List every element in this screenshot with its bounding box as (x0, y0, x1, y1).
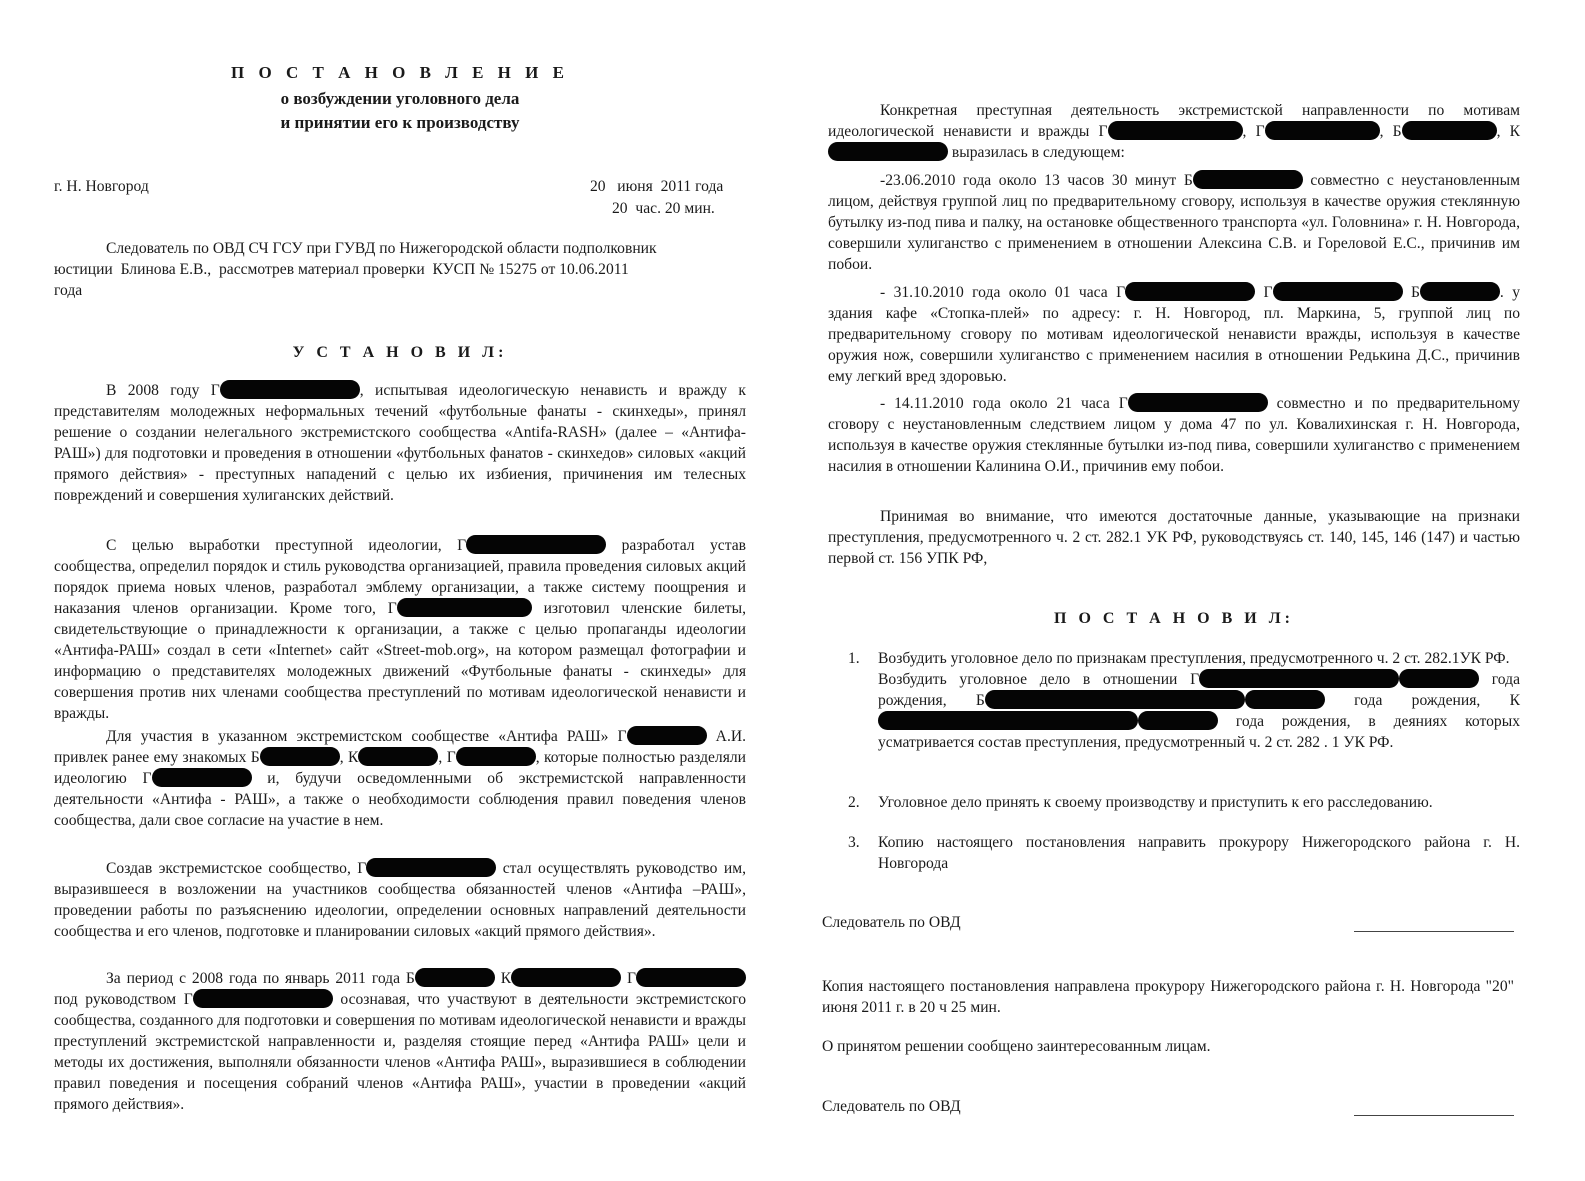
signature-label-2: Следователь по ОВД (822, 1098, 961, 1115)
redaction-mark (260, 747, 340, 766)
item-number-3: 3. (848, 834, 860, 851)
item-1-persons-b: года рождения, Б (878, 671, 1521, 709)
document-title: П О С Т А Н О В Л Е Н И Е (231, 63, 569, 82)
redaction-mark (636, 968, 746, 987)
redaction-mark (1128, 393, 1268, 412)
resolution-item-3 (848, 832, 1520, 874)
intro-line-2: юстиции Блинова Е.В., рассмотрев материал проверки КУСП № 15275 от 10.06.2011 (54, 261, 629, 278)
intro-line-3: года (54, 282, 83, 299)
episode-3-start: - 14.11.2010 года около 21 часа Г (880, 395, 1128, 412)
signature-line-2 (822, 1096, 1514, 1117)
paragraph-5-text-c: Г (621, 970, 636, 987)
redaction-mark (1199, 669, 1399, 688)
redaction-mark (1245, 690, 1325, 709)
redaction-mark (511, 968, 621, 987)
item-1-persons (848, 669, 1520, 753)
item-3-text: Копию настоящего постановления направить прокурору Нижегородского района г. Н. Новгорода (878, 834, 1520, 872)
episode-3 (828, 393, 1520, 477)
redaction-mark (366, 858, 496, 877)
episode-2-text: . у здания кафе «Стопка-плей» по адресу: г. Н. Новгород, пл. Маркина, 5, группой лиц по предварительному сговору по мотивам идеологической ненависти вражды, используя в качестве оружия нож, совершили хулиганство с применением насилия в отношении Редькина Д.С., причинив ему легкий вред здоровью. (828, 284, 1520, 385)
item-1-persons-start: Возбудить уголовное дело в отношении Г (878, 671, 1200, 688)
paragraph-5 (54, 968, 746, 1115)
redaction-mark (1420, 282, 1500, 301)
paragraph-3-start: Для участия в указанном экстремистском сообществе «Антифа РАШ» Г (106, 728, 627, 745)
item-number-1: 1. (848, 650, 860, 667)
item-2-text: Уголовное дело принять к своему производству и приступить к его расследованию. (878, 794, 1433, 811)
paragraph-4-text: стал осуществлять руководство им, выразившееся в возложении на участников сообщества обязанностей членов «Антифа –РАШ», проведении работы по разъяснению идеологии, определении основных направлений деятельности сообщества и его членов, подготовке и планировании силовых «акций прямого действия». (54, 860, 746, 940)
episode-1 (828, 170, 1520, 275)
episode-1-start: -23.06.2010 года около 13 часов 30 минут Б (880, 172, 1193, 189)
episode-2-start: - 31.10.2010 года около 01 часа Г (880, 284, 1126, 301)
left-page (0, 0, 792, 1181)
redaction-mark (1193, 170, 1303, 189)
signature-label-1: Следователь по ОВД (822, 914, 961, 931)
item-1-text: Возбудить уголовное дело по признакам преступления, предусмотренного ч. 2 ст. 282.1УК РФ. (878, 650, 1510, 667)
redaction-mark (152, 768, 252, 787)
paragraph-4 (54, 858, 746, 942)
item-1-persons-c: года рождения, К (1324, 692, 1520, 709)
item-number-2: 2. (848, 794, 860, 811)
episode-2 (828, 282, 1520, 387)
criminal-activity-start: Конкретная преступная деятельность экстремистской направленности по мотивам идеологической ненависти и вражды Г (828, 102, 1520, 140)
paragraph-3-text-e: , которые полностью разделяли идеологию Г (54, 749, 746, 787)
paragraph-1-start: В 2008 году Г (106, 382, 220, 399)
paragraph-5-end: осознавая, что участвуют в деятельности экстремистского сообщества, созданного для подготовки и совершения по мотивам идеологической ненависти и вражды преступлений экстремистской направленности и, разделяя стоящие перед «Антифа РАШ» цели и методы их достижения, выполняли обязанности членов «Антифа РАШ», выразившиеся в соблюдении правил поведения и посещения собраний членов «Антифа РАШ», участии в проведении «акций прямого действия». (54, 991, 747, 1113)
paragraph-2 (54, 535, 746, 724)
redaction-mark (456, 747, 536, 766)
resolution-item-2 (848, 792, 1520, 813)
redaction-mark (1402, 121, 1497, 140)
paragraph-4-start: Создав экстремистское сообщество, Г (106, 860, 367, 877)
redaction-mark (878, 711, 1138, 730)
paragraph-criminal-activity (828, 100, 1520, 163)
document-subtitle-1: о возбуждении уголовного дела (280, 89, 520, 108)
paragraph-1-text: , испытывая идеологическую ненависть и вражду к представителям молодежных неформальных течений «футбольные фанаты - скинхеды», принял решение о создании нелегального экстремистского сообщества «Antifa-RASH» (далее – «Антифа-РАШ») для подготовки и проведения в отношении «футбольных фанатов - скинхедов» силовых «акций прямого действия» - преступных нападений с целью их избиения, причинения им телесных повреждений и совершения хулиганских действий. (54, 382, 746, 504)
episode-3-text: совместно и по предварительному сговору с неустановленным следствием лицом у дома 47 по ул. Ковалихинская г. Н. Новгорода, используя в качестве оружия стеклянные бутылки из-под пива, совершили хулиганство с применением насилия в отношении Калинина О.И., причинив ему побои. (828, 395, 1520, 475)
right-page (792, 0, 1585, 1181)
redaction-mark (415, 968, 495, 987)
paragraph-3-text-c: , К (339, 749, 359, 766)
criminal-activity-c: , Б (1379, 123, 1402, 140)
redaction-mark (1399, 669, 1479, 688)
redaction-mark (193, 989, 333, 1008)
redaction-mark (1138, 711, 1218, 730)
copy-notice: Копия настоящего постановления направлена прокурору Нижегородского района г. Н. Новгорода "20" июня 2011 г. в 20 ч 25 мин. (822, 978, 1514, 1016)
paragraph-grounds: Принимая во внимание, что имеются достаточные данные, указывающие на признаки преступления, предусмотренного ч. 2 ст. 282.1 УК РФ, руководствуясь ст. 140, 145, 146 (147) и частью первой ст. 156 УПК РФ, (828, 508, 1520, 567)
paragraph-3-end: и, будучи осведомленными об экстремистской направленности деятельности «Антифа - РАШ», а также о необходимости соблюдения правил поведения членов сообщества, дали свое согласие на участие в нем. (54, 770, 746, 829)
episode-2-c: Б (1402, 284, 1420, 301)
redaction-mark (828, 142, 948, 161)
criminal-activity-end: выразилась в следующем: (948, 144, 1125, 161)
redaction-mark (1108, 121, 1243, 140)
criminal-activity-b: , Г (1242, 123, 1265, 140)
section-heading-established: У С Т А Н О В И Л: (292, 344, 508, 361)
interested-parties-notice: О принятом решении сообщено заинтересованным лицам. (822, 1038, 1211, 1055)
intro-line-1: Следователь по ОВД СЧ ГСУ при ГУВД по Нижегородской области подполковник (106, 240, 657, 257)
paragraph-5-start: За период с 2008 года по январь 2011 года Б (106, 970, 415, 987)
section-heading-resolved: П О С Т А Н О В И Л: (1054, 610, 1294, 627)
redaction-mark (466, 535, 606, 554)
resolution-item-1 (848, 648, 1520, 753)
paragraph-3-text-b: А.И. привлек ранее ему знакомых Б (54, 728, 747, 766)
redaction-mark (1265, 121, 1380, 140)
redaction-mark (627, 726, 707, 745)
signature-line-1 (822, 912, 1514, 933)
document-time: 20 час. 20 мин. (612, 200, 715, 217)
redaction-mark (397, 598, 532, 617)
paragraph-3 (54, 726, 746, 831)
paragraph-2-start: С целью выработки преступной идеологии, Г (106, 537, 467, 554)
episode-1-text: совместно с неустановленным лицом, действуя группой лиц по предварительному сговору, используя в качестве оружия стеклянную бутылку из-под пива и палку, на остановке общественного транспорта «ул. Головнина» г. Н. Новгорода, совершили хулиганство с применением в отношении Алексина С.В. и Гореловой Е.С., причинив им побои. (828, 172, 1520, 273)
paragraph-2-end: изготовил членские билеты, свидетельствующие о принадлежности к организации, а также с целью пропаганды идеологии «Антифа-РАШ» создал в сети «Internet» сайт «Street-mob.org», на котором размещал фотографии и информацию о представителях молодежных движений «Футбольные фанаты - скинхеды» для совершения против них членами сообщества преступлений по мотивам идеологической ненависти и вражды. (54, 600, 746, 722)
city: г. Н. Новгород (54, 178, 149, 195)
paragraph-5-text-d: под руководством Г (54, 991, 193, 1008)
intro-paragraph (54, 238, 746, 301)
document-subtitle-2: и принятии его к производству (280, 113, 520, 132)
redaction-mark (1125, 282, 1255, 301)
redaction-mark (358, 747, 438, 766)
episode-2-b: Г (1255, 284, 1273, 301)
paragraph-2-text: разработал устав сообщества, определил порядок и стиль руководства организацией, правила проведения силовых акций порядок приема новых членов, разработал эмблему организации, а также систему поощрения и наказания членов организации. Кроме того, Г (54, 537, 746, 617)
signature-blank-1 (1354, 930, 1514, 932)
redaction-mark (1273, 282, 1403, 301)
paragraph-5-text-b: К (494, 970, 512, 987)
paragraph-1 (54, 380, 746, 506)
redaction-mark (220, 380, 360, 399)
paragraph-3-text-d: , Г (438, 749, 456, 766)
item-1-persons-end: года рождения, в деяниях которых усматривается состав преступления, предусмотренный ч. 2 ст. 282 . 1 УК РФ. (878, 713, 1520, 751)
redaction-mark (985, 690, 1245, 709)
signature-blank-2 (1354, 1114, 1514, 1116)
document-date: 20 июня 2011 года (590, 178, 724, 195)
criminal-activity-d: , К (1496, 123, 1520, 140)
